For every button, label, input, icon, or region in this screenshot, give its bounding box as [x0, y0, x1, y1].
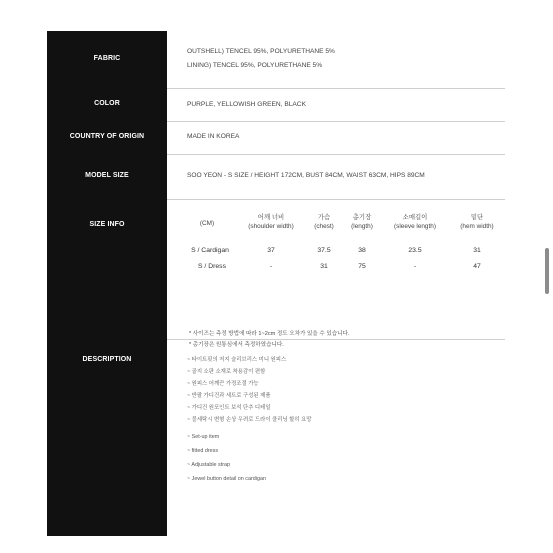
size-header-shoulder — [238, 213, 304, 231]
product-info-sheet — [47, 31, 505, 536]
size-info-row — [47, 199, 505, 348]
size-header-en: (sleeve length) — [394, 223, 436, 230]
size-cell: 31 — [473, 247, 481, 254]
description-item: ~ 반팔 가디건과 세트로 구성된 제품 — [187, 393, 271, 399]
origin-label: COUNTRY OF ORIGIN — [69, 133, 145, 140]
size-header-length — [342, 213, 382, 231]
fabric-label-cell — [47, 31, 167, 88]
description-item: ~ Adjustable strap — [187, 462, 231, 468]
size-header-hem — [447, 213, 507, 231]
color-row — [47, 88, 505, 121]
fabric-label: FABRIC — [93, 55, 121, 62]
model-label-cell — [47, 154, 167, 199]
description-item: ~ 골지 소판 소재로 착용감이 편함 — [187, 369, 266, 375]
size-info-label-cell — [47, 199, 167, 339]
size-row-name: S / Dress — [198, 263, 226, 270]
size-info-label: SIZE INFO — [89, 221, 125, 228]
description-item: ~ fitted dress — [187, 448, 219, 454]
description-item: ~ 원피스 어깨끈 가정조절 가능 — [187, 381, 259, 387]
size-unit-header: (CM) — [199, 220, 215, 227]
scrollbar-thumb[interactable] — [545, 248, 549, 294]
model-label: MODEL SIZE — [85, 172, 129, 179]
model-row — [47, 154, 505, 199]
size-header-chest — [304, 213, 344, 231]
description-label-cell — [47, 339, 167, 536]
description-item: ~ 타이트핏의 저지 슬리브리스 미니 원피스 — [187, 357, 287, 363]
size-header-en: (hem width) — [460, 223, 494, 230]
size-header-ko: 밑단 — [470, 214, 484, 221]
fabric-row — [47, 31, 505, 88]
color-label-cell — [47, 88, 167, 121]
size-note: * 총기장은 원통심에서 측정하였습니다. — [189, 342, 284, 348]
description-item: ~ Jewel button detail on cardigan — [187, 476, 266, 482]
size-cell: 75 — [358, 263, 366, 270]
size-cell: 31 — [320, 263, 328, 270]
origin-value: MADE IN KOREA — [187, 133, 240, 140]
size-header-ko: 가슴 — [317, 214, 331, 221]
size-note: * 사이즈는 측정 방법에 따라 1~2cm 정도 오차가 있을 수 있습니다. — [189, 331, 350, 337]
color-value: PURPLE, YELLOWISH GREEN, BLACK — [187, 101, 306, 108]
size-header-ko: 소매길이 — [402, 214, 428, 221]
size-cell: 37.5 — [317, 247, 331, 254]
size-cell: 23.5 — [408, 247, 422, 254]
size-header-ko: 어깨 너비 — [257, 214, 285, 221]
size-cell: 38 — [358, 247, 366, 254]
size-header-en: (length) — [351, 223, 373, 230]
size-cell: 47 — [473, 263, 481, 270]
color-label: COLOR — [94, 100, 120, 107]
description-item: ~ 가디건 원포인트 보석 단추 디테일 — [187, 405, 271, 411]
origin-row — [47, 121, 505, 154]
size-cell: - — [413, 263, 417, 270]
size-cell: 37 — [267, 247, 275, 254]
description-item: ~ Set-up item — [187, 434, 220, 440]
size-header-en: (shoulder width) — [248, 223, 294, 230]
description-row — [47, 339, 505, 536]
description-label: DESCRIPTION — [82, 356, 132, 363]
description-item: ~ 블세탁시 변형 손상 우려로 드라이 클리닝 할히 요망 — [187, 417, 312, 423]
origin-label-cell — [47, 121, 167, 154]
fabric-line-1: OUTSHELL) TENCEL 95%, POLYURETHANE 5% — [187, 48, 335, 55]
size-header-en: (chest) — [314, 223, 334, 230]
size-row-name: S / Cardigan — [191, 247, 229, 254]
size-header-ko: 총기장 — [352, 214, 372, 221]
size-header-sleeve — [382, 213, 448, 231]
fabric-line-2: LINING) TENCEL 95%, POLYURETHANE 5% — [187, 62, 323, 69]
model-value: SOO YEON - S SIZE / HEIGHT 172CM, BUST 84CM, WAIST 63CM, HIPS 89CM — [187, 172, 425, 179]
size-cell: - — [269, 263, 273, 270]
